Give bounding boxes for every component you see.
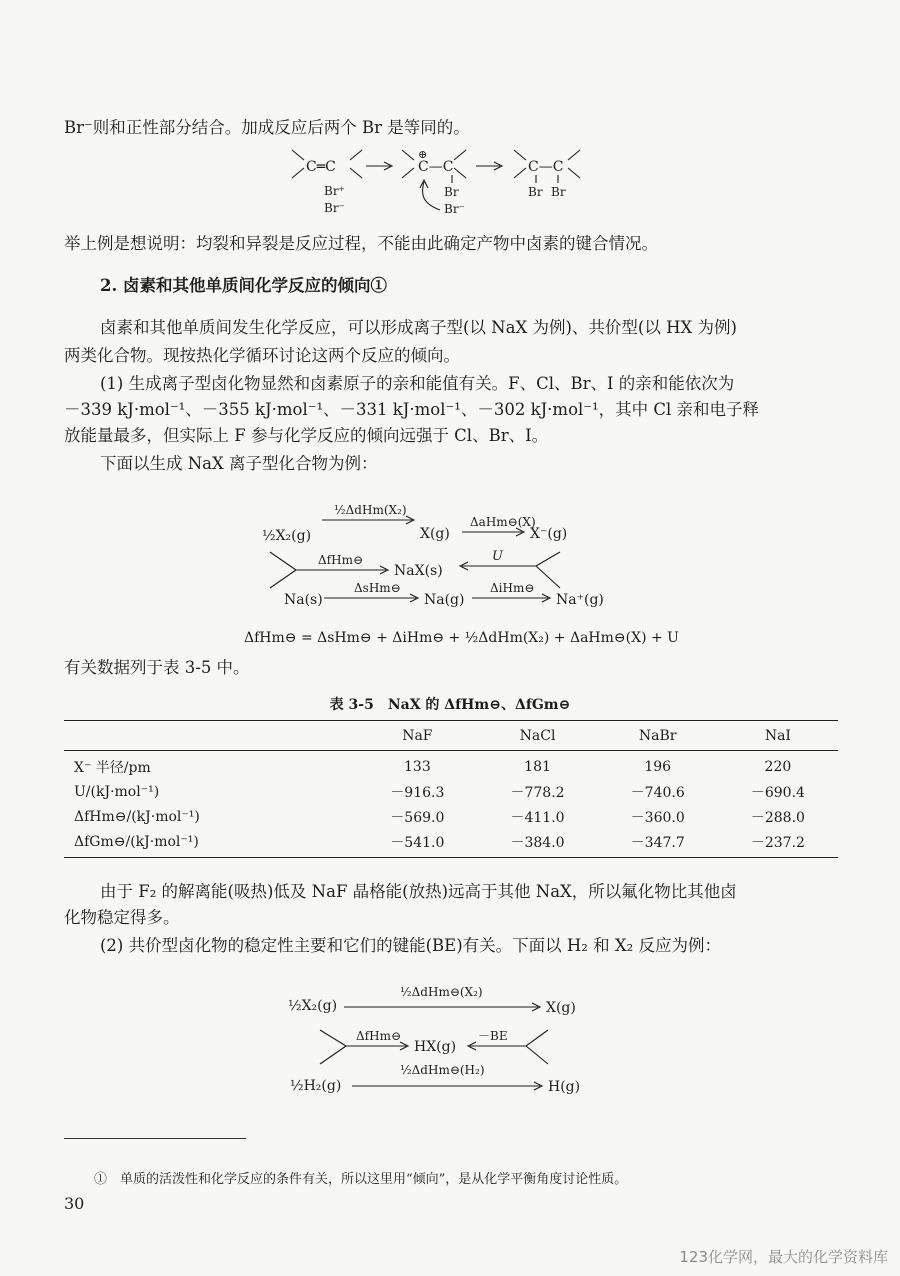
table-cell: 133: [404, 758, 431, 775]
formation-enthalpy-label: ΔfHm⊖: [356, 1029, 402, 1043]
nax-solid-label: NaX(s): [394, 563, 443, 579]
row-label: ΔfHm⊖/(kJ·mol⁻¹): [74, 808, 200, 825]
paragraph-2b: －339 kJ·mol⁻¹、－355 kJ·mol⁻¹、－331 kJ·mol⁻¹、－302 kJ·mol⁻¹，其中 Cl 亲和电子释: [64, 400, 759, 419]
na-cation-label: Na⁺(g): [556, 592, 604, 608]
half-h2-label: ½H₂(g): [290, 1078, 342, 1094]
bromide-label: Br⁻: [444, 202, 465, 216]
table-cell: －916.3: [390, 784, 445, 801]
bromine-left-label: Br: [528, 185, 543, 199]
table-cell: －360.0: [630, 809, 685, 826]
table-cell: －237.2: [718, 829, 838, 858]
na-gas-label: Na(g): [424, 592, 465, 608]
h2-dissociation-label: ½ΔdHm⊖(H₂): [400, 1063, 485, 1077]
header-cell: NaI: [718, 722, 838, 751]
table-cell: －690.4: [750, 784, 805, 801]
x-gas-label: X(g): [420, 526, 450, 542]
table-cell: －541.0: [357, 829, 477, 858]
br-plus-label: Br⁺: [324, 184, 345, 198]
header-cell: NaBr: [598, 722, 718, 751]
paragraph-1a: 卤素和其他单质间发生化学反应，可以形成离子型(以 NaX 为例)、共价型(以 HX 为例): [100, 318, 737, 337]
watermark: 123化学网，最大的化学资料库: [679, 1248, 888, 1266]
bromine-right-label: Br: [551, 185, 566, 199]
carbocation-plus-label: ⊕: [418, 148, 428, 161]
table-caption: 表 3-5 NaX 的 ΔfHm⊖、ΔfGm⊖: [329, 697, 571, 713]
bromine-label: Br: [444, 185, 459, 199]
header-cell: NaCl: [477, 722, 597, 751]
x2-dissociation-label: ½ΔdHm⊖(X₂): [400, 985, 483, 999]
paragraph-3: 下面以生成 NaX 离子型化合物为例：: [100, 454, 378, 473]
x-anion-label: X⁻(g): [530, 526, 568, 542]
lattice-energy-label: U: [492, 549, 503, 564]
x-gas-label: X(g): [546, 1000, 576, 1016]
alkene-label: C═C: [306, 159, 336, 175]
dissociation-enthalpy-label: ½ΔdHm(X₂): [334, 503, 407, 517]
footnote-rule: [64, 1138, 246, 1139]
born-haber-equation: ΔfHm⊖ = ΔsHm⊖ + ΔiHm⊖ + ½ΔdHm(X₂) + ΔaHm⊖(X) + U: [244, 630, 679, 646]
paragraph-4: 有关数据列于表 3-5 中。: [64, 658, 250, 677]
bond-energy-label: －BE: [478, 1029, 508, 1043]
footnote: ① 单质的活泼性和化学反应的条件有关，所以这里用“倾向”，是从化学平衡角度讨论性质。: [94, 1172, 628, 1187]
ionization-enthalpy-label: ΔiHm⊖: [490, 581, 535, 595]
table-cell: 220: [764, 758, 792, 775]
dibromide-label: C—C: [528, 159, 564, 175]
paragraph-6: (2) 共价型卤化物的稳定性主要和它们的键能(BE)有关。下面以 H₂ 和 X₂ 反应为例：: [100, 936, 722, 955]
sublimation-enthalpy-label: ΔsHm⊖: [354, 581, 401, 595]
page-number: 30: [64, 1194, 85, 1213]
table-cell: 181: [524, 758, 551, 775]
row-label: U/(kJ·mol⁻¹): [74, 783, 160, 800]
table-cell: 196: [644, 758, 672, 775]
half-x2-label: ½X₂(g): [262, 528, 312, 544]
table-cell: －740.6: [630, 784, 685, 801]
table-cell: －384.0: [477, 829, 597, 858]
table-cell: －778.2: [510, 784, 565, 801]
row-label: X⁻ 半径/pm: [74, 759, 151, 776]
header-cell: NaF: [357, 722, 477, 751]
paragraph-2c: 放能量最多，但实际上 F 参与化学反应的倾向远强于 Cl、Br、I。: [64, 426, 549, 445]
formation-enthalpy-label: ΔfHm⊖: [318, 553, 364, 567]
paragraph-1b: 两类化合物。现按热化学循环讨论这两个反应的倾向。: [64, 346, 460, 365]
paragraph-5a: 由于 F₂ 的解离能(吸热)低及 NaF 晶格能(放热)远高于其他 NaX，所以氟化物比其他卤: [100, 882, 737, 901]
carbocation-label: C—C: [418, 159, 454, 175]
paragraph-2a: (1) 生成离子型卤化物显然和卤素原子的亲和能值有关。F、Cl、Br、I 的亲和能依次为: [100, 374, 735, 393]
electron-affinity-label: ΔaHm⊖(X): [470, 515, 536, 529]
table-cell: －569.0: [390, 809, 445, 826]
paragraph-5b: 化物稳定得多。: [64, 908, 180, 927]
text-line-1: Br⁻则和正性部分结合。加成反应后两个 Br 是等同的。: [64, 118, 470, 137]
half-x2-label: ½X₂(g): [288, 998, 338, 1014]
hx-gas-label: HX(g): [414, 1039, 457, 1055]
table-cell: －288.0: [750, 809, 805, 826]
br-minus-label: Br⁻: [324, 201, 345, 215]
section-heading: 2. 卤素和其他单质间化学反应的倾向①: [100, 276, 387, 295]
row-label: ΔfGm⊖/(kJ·mol⁻¹): [64, 829, 357, 858]
table-cell: －347.7: [598, 829, 718, 858]
h-gas-label: H(g): [548, 1079, 581, 1095]
table-cell: －411.0: [510, 809, 565, 826]
text-line-2: 举上例是想说明：均裂和异裂是反应过程，不能由此确定产物中卤素的键合情况。: [64, 234, 658, 253]
na-solid-label: Na(s): [284, 592, 323, 608]
